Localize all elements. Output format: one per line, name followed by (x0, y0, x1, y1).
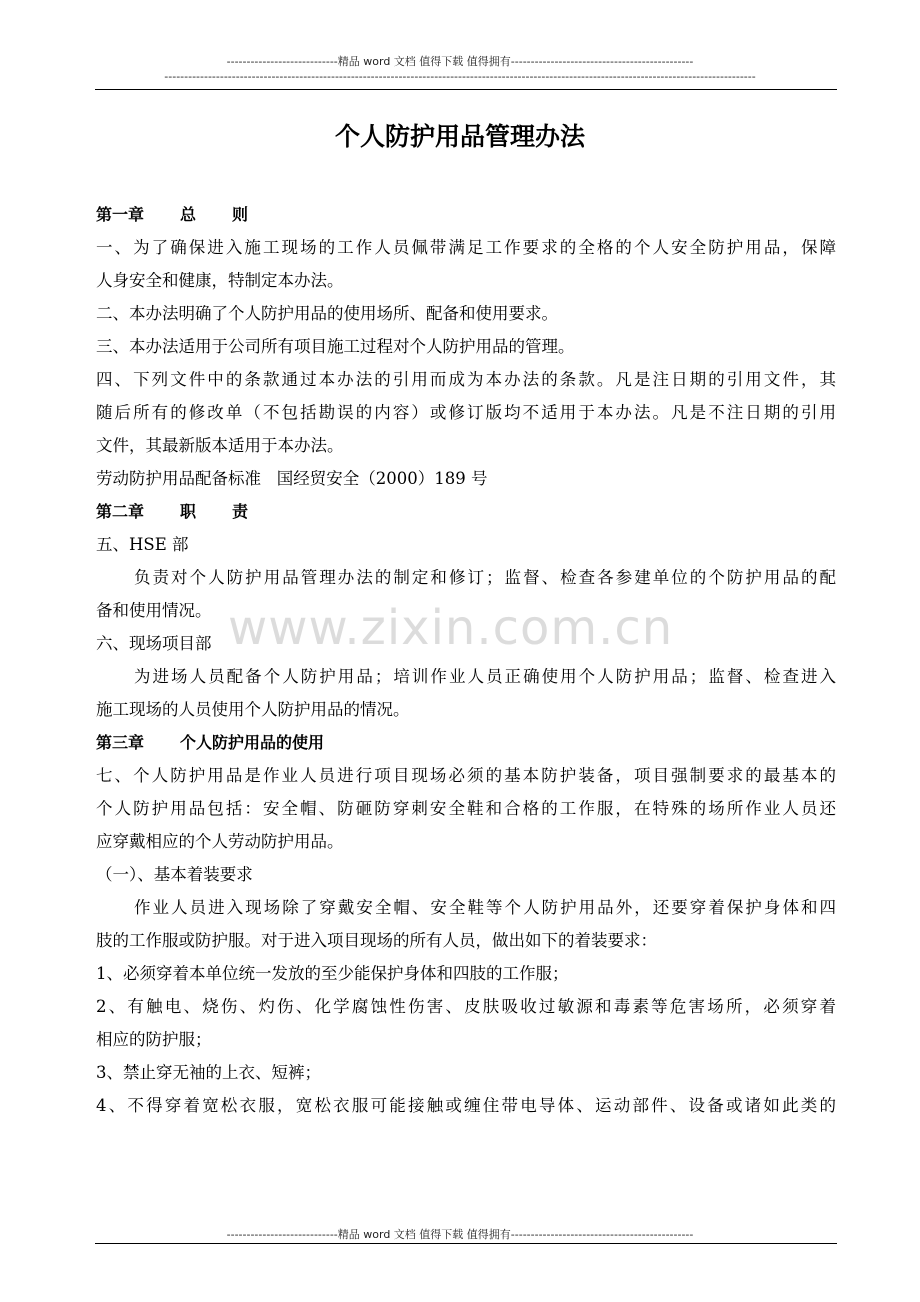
page-header-text: ----------------------------精品 word 文档 值得下载 值得拥有---------------------------------------------- (226, 55, 694, 68)
section-hse-heading: 五、HSE 部 (96, 535, 189, 554)
page-footer-text: ----------------------------精品 word 文档 值得下载 值得拥有---------------------------------------------- (226, 1228, 694, 1241)
list-item: 1、必须穿着本单位统一发放的至少能保护身体和四肢的工作服； (96, 964, 569, 983)
paragraph-7-line: 个人防护用品包括：安全帽、防砸防穿刺安全鞋和合格的工作服，在特殊的场所作业人员还 (96, 799, 836, 818)
subsection-1-heading: （一）、基本着装要求 (96, 865, 253, 884)
subsection-1-line: 肢的工作服或防护服。对于进入项目现场的所有人员，做出如下的着装要求： (96, 931, 657, 950)
paragraph-7-line: 七、个人防护用品是作业人员进行项目现场必须的基本防护装备，项目强制要求的最基本的 (96, 766, 836, 785)
paragraph-1-line: 一、为了确保进入施工现场的工作人员佩带满足工作要求的全格的个人安全防护用品，保障 (96, 238, 836, 257)
paragraph-4-line: 四、下列文件中的条款通过本办法的引用而成为本办法的条款。凡是注日期的引用文件，其 (96, 370, 836, 389)
header-rule (95, 89, 837, 90)
section-hse-line: 备和使用情况。 (96, 601, 212, 620)
paragraph-2: 二、本办法明确了个人防护用品的使用场所、配备和使用要求。 (96, 304, 558, 323)
footer-rule (95, 1243, 837, 1244)
list-item-continuation: 相应的防护服； (96, 1030, 212, 1049)
chapter-2-heading: 第二章 职 责 (96, 502, 249, 521)
watermark: www.zixin.com.cn (228, 600, 674, 656)
section-site-line: 为进场人员配备个人防护用品；培训作业人员正确使用个人防护用品；监督、检查进入 (134, 667, 836, 686)
chapter-3-heading: 第三章 个人防护用品的使用 (96, 733, 325, 752)
paragraph-1-line: 人身安全和健康，特制定本办法。 (96, 271, 344, 290)
chapter-1-heading: 第一章 总 则 (96, 205, 249, 224)
paragraph-7-line: 应穿戴相应的个人劳动防护用品。 (96, 832, 344, 851)
page-title: 个人防护用品管理办法 (334, 122, 585, 151)
paragraph-4-line: 文件，其最新版本适用于本办法。 (96, 436, 344, 455)
paragraph-3: 三、本办法适用于公司所有项目施工过程对个人防护用品的管理。 (96, 337, 575, 356)
section-site-line: 施工现场的人员使用个人防护用品的情况。 (96, 700, 410, 719)
section-site-heading: 六、现场项目部 (96, 634, 212, 653)
section-hse-line: 负责对个人防护用品管理办法的制定和修订；监督、检查各参建单位的个防护用品的配 (134, 568, 836, 587)
list-item: 2、有触电、烧伤、灼伤、化学腐蚀性伤害、皮肤吸收过敏源和毒素等危害场所，必须穿着 (96, 997, 836, 1016)
document-body (96, 198, 836, 1122)
reference-standard: 劳动防护用品配备标准 国经贸安全（2000）189 号 (96, 469, 488, 488)
list-item: 3、禁止穿无袖的上衣、短裤； (96, 1063, 321, 1082)
page-header-dashes: ----------------------------------------------------------------------------------------------------------------------------------------------------- (164, 70, 756, 83)
subsection-1-line: 作业人员进入现场除了穿戴安全帽、安全鞋等个人防护用品外，还要穿着保护身体和四 (134, 898, 836, 917)
list-item: 4、不得穿着宽松衣服，宽松衣服可能接触或缠住带电导体、运动部件、设备或诸如此类的 (96, 1096, 836, 1115)
paragraph-4-line: 随后所有的修改单（不包括勘误的内容）或修订版均不适用于本办法。凡是不注日期的引用 (96, 403, 836, 422)
